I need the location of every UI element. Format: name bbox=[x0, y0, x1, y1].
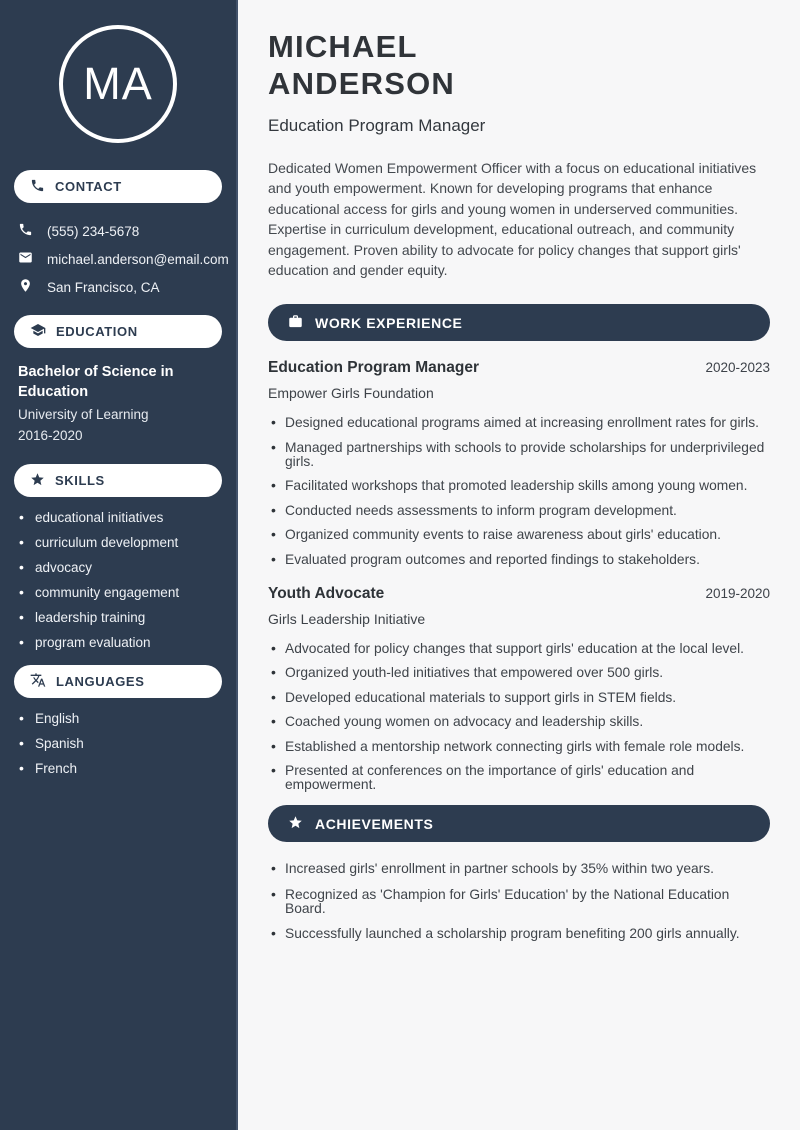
languages-section-title: LANGUAGES bbox=[56, 674, 145, 689]
translate-icon bbox=[30, 672, 46, 691]
skill-item: • program evaluation bbox=[18, 635, 222, 650]
job-title-subtitle: Education Program Manager bbox=[268, 116, 486, 135]
job-title: Youth Advocate bbox=[268, 584, 385, 602]
job-bullet: • Developed educational materials to support girls in STEM fields. bbox=[268, 691, 770, 705]
name-line2: ANDERSON bbox=[268, 66, 456, 101]
name-line1: MICHAEL bbox=[268, 29, 418, 64]
job-bullet: • Coached young women on advocacy and leadership skills. bbox=[268, 715, 770, 729]
job-company: Girls Leadership Initiative bbox=[268, 610, 426, 627]
page-title bbox=[268, 28, 770, 102]
sidebar bbox=[0, 0, 238, 1130]
contact-phone-text: (555) 234-5678 bbox=[47, 223, 140, 239]
education-school: University of Learning bbox=[18, 407, 149, 422]
mail-icon bbox=[18, 250, 33, 268]
job-bullet: • Established a mentorship network connecting girls with female role models. bbox=[268, 740, 770, 754]
achievements-section-header bbox=[268, 805, 770, 842]
language-item: • English bbox=[18, 711, 222, 726]
job-bullet: • Designed educational programs aimed at increasing enrollment rates for girls. bbox=[268, 416, 770, 430]
job-bullet: • Conducted needs assessments to inform program development. bbox=[268, 504, 770, 518]
job-entry bbox=[268, 585, 770, 793]
job-header bbox=[268, 359, 770, 377]
skill-item: • leadership training bbox=[18, 610, 222, 625]
job-entry bbox=[268, 359, 770, 567]
contact-list bbox=[14, 217, 229, 301]
star-icon bbox=[288, 815, 303, 833]
phone-icon bbox=[30, 178, 45, 196]
job-bullet-list bbox=[268, 416, 770, 567]
location-pin-icon bbox=[18, 278, 33, 296]
skill-item: • community engagement bbox=[18, 585, 222, 600]
briefcase-icon bbox=[288, 314, 303, 332]
achievement-bullet: • Increased girls' enrollment in partner schools by 35% within two years. bbox=[268, 862, 770, 876]
avatar bbox=[59, 25, 177, 143]
skill-item: • advocacy bbox=[18, 560, 222, 575]
job-bullet-list bbox=[268, 642, 770, 793]
work-experience-section-header bbox=[268, 304, 770, 341]
job-title: Education Program Manager bbox=[268, 359, 480, 377]
education-section-header bbox=[14, 315, 222, 348]
job-bullet: • Managed partnerships with schools to provide scholarships for underprivileged girls. bbox=[268, 441, 770, 469]
education-entry bbox=[14, 362, 222, 446]
contact-section-title: CONTACT bbox=[55, 179, 122, 194]
job-bullet: • Facilitated workshops that promoted leadership skills among young women. bbox=[268, 479, 770, 493]
contact-location bbox=[14, 273, 222, 301]
contact-phone bbox=[14, 217, 222, 245]
job-bullet: • Organized community events to raise awareness about girls' education. bbox=[268, 528, 770, 542]
language-item: • Spanish bbox=[18, 736, 222, 751]
job-dates: 2020-2023 bbox=[705, 360, 770, 376]
achievement-bullet: • Recognized as 'Champion for Girls' Education' by the National Education Board. bbox=[268, 888, 770, 916]
contact-email-text: michael.anderson@email.com bbox=[47, 251, 229, 267]
contact-location-text: San Francisco, CA bbox=[47, 279, 160, 295]
skills-section-title: SKILLS bbox=[55, 473, 105, 488]
skills-section-header bbox=[14, 464, 222, 497]
job-bullet: • Evaluated program outcomes and reported findings to stakeholders. bbox=[268, 553, 770, 567]
achievements-section-title: ACHIEVEMENTS bbox=[315, 815, 434, 832]
education-degree: Bachelor of Science in Education bbox=[18, 364, 174, 400]
education-years: 2016-2020 bbox=[18, 428, 83, 443]
job-bullet: • Advocated for policy changes that support girls' education at the local level. bbox=[268, 642, 770, 656]
graduation-cap-icon bbox=[30, 322, 46, 341]
achievements-list bbox=[268, 862, 770, 941]
contact-section-header bbox=[14, 170, 222, 203]
job-header bbox=[268, 585, 770, 603]
phone-icon bbox=[18, 222, 33, 240]
language-item: • French bbox=[18, 761, 222, 776]
education-section-title: EDUCATION bbox=[56, 324, 138, 339]
skill-item: • curriculum development bbox=[18, 535, 222, 550]
resume-main bbox=[238, 0, 800, 1130]
languages-section-header bbox=[14, 665, 222, 698]
job-bullet: • Organized youth-led initiatives that empowered over 500 girls. bbox=[268, 666, 770, 680]
job-bullet: • Presented at conferences on the importance of girls' education and empowerment. bbox=[268, 764, 770, 792]
work-experience-section-title: WORK EXPERIENCE bbox=[315, 314, 463, 331]
job-company: Empower Girls Foundation bbox=[268, 385, 434, 402]
achievement-bullet: • Successfully launched a scholarship program benefiting 200 girls annually. bbox=[268, 927, 770, 941]
summary-paragraph: Dedicated Women Empowerment Officer with a focus on educational initiatives and youth empowerment. Known for developing programs that enhance educational access for girls and young women in underserved communities. Expertise in curriculum development, educational outreach, and community engagement. Proven ability to advocate for policy changes that support girls' education and gender equity. bbox=[268, 160, 757, 279]
avatar-initials: MA bbox=[83, 58, 153, 109]
skills-list bbox=[14, 510, 222, 650]
contact-email bbox=[14, 245, 229, 273]
languages-list bbox=[14, 711, 222, 776]
job-dates: 2019-2020 bbox=[705, 585, 770, 601]
skill-item: • educational initiatives bbox=[18, 510, 222, 525]
star-icon bbox=[30, 472, 45, 490]
